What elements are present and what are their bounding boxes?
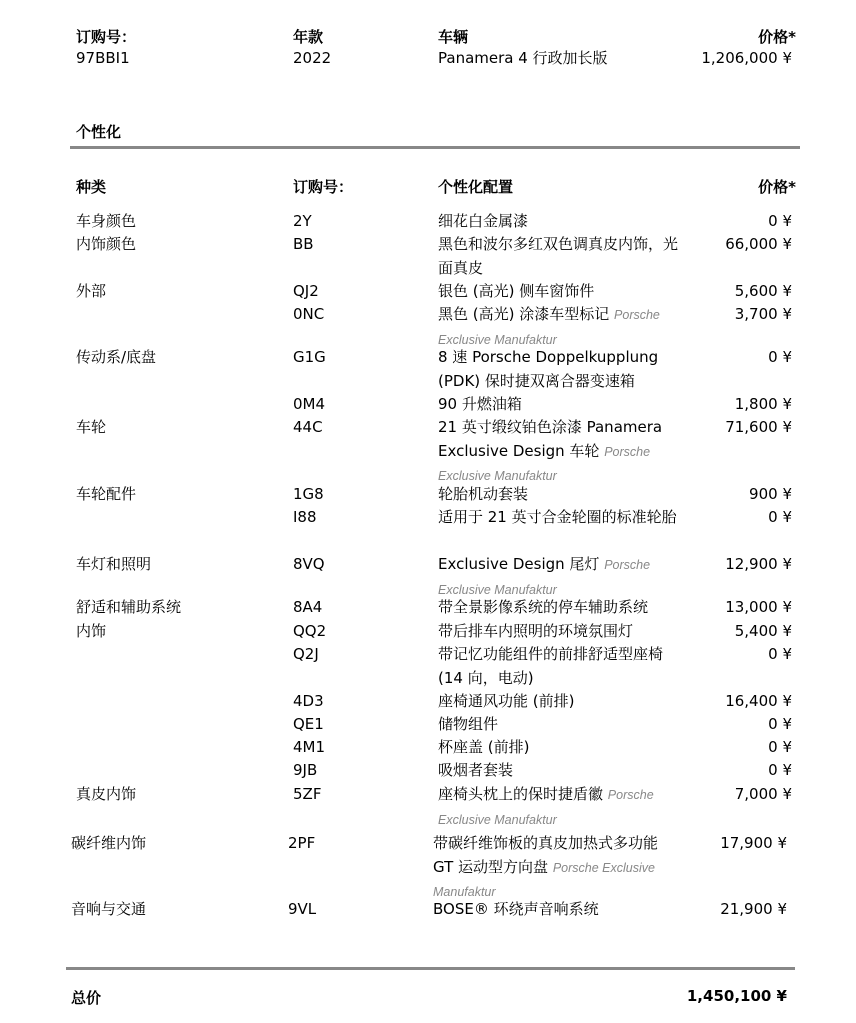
row-config-text: 带后排车内照明的环境氛围灯 xyxy=(438,622,634,640)
row-price: 7,000 ¥ xyxy=(734,785,792,803)
row-price: 66,000 ¥ xyxy=(725,235,792,253)
row-config-text: 黑色和波尔多红双色调真皮内饰，光面真皮 xyxy=(438,235,679,277)
row-price: 5,400 ¥ xyxy=(734,622,792,640)
row-category: 碳纤维内饰 xyxy=(71,834,147,852)
row-category: 舒适和辅助系统 xyxy=(76,598,182,616)
row-price: 0 ¥ xyxy=(768,348,792,366)
row-category: 音响与交通 xyxy=(71,900,147,918)
row-config xyxy=(438,736,688,760)
order-number-label: 订购号： xyxy=(76,28,137,46)
row-config xyxy=(438,713,688,737)
porsche-exclusive-note: Porsche Exclusive Manufaktur xyxy=(438,444,651,483)
row-config xyxy=(438,346,688,393)
row-config xyxy=(438,303,700,352)
row-price: 13,000 ¥ xyxy=(725,598,792,616)
total-label: 总价 xyxy=(71,989,102,1007)
col-header-category: 种类 xyxy=(76,178,107,196)
row-price: 16,400 ¥ xyxy=(725,692,792,710)
row-code: Q2J xyxy=(293,645,319,663)
porsche-exclusive-note: Porsche Exclusive Manufaktur xyxy=(438,308,660,347)
row-config-text: 带全景影像系统的停车辅助系统 xyxy=(438,598,649,616)
row-code: 1G8 xyxy=(293,485,324,503)
row-category: 传动系/底盘 xyxy=(76,348,157,366)
total-divider xyxy=(66,967,795,970)
porsche-exclusive-note: Porsche Exclusive Manufaktur xyxy=(438,558,651,597)
row-price: 5,600 ¥ xyxy=(734,282,792,300)
row-code: 0NC xyxy=(293,305,325,323)
row-code: 9JB xyxy=(293,761,318,779)
row-price: 21,900 ¥ xyxy=(720,900,787,918)
row-config-text: BOSE® 环绕声音响系统 xyxy=(433,900,599,918)
vehicle-label: 车辆 xyxy=(438,28,469,46)
row-code: 44C xyxy=(293,418,323,436)
row-price: 900 ¥ xyxy=(749,485,792,503)
row-code: 4M1 xyxy=(293,738,326,756)
row-category: 车身颜色 xyxy=(76,212,137,230)
row-category: 内饰 xyxy=(76,622,107,640)
row-config xyxy=(438,596,698,620)
section-divider xyxy=(70,146,800,149)
row-code: BB xyxy=(293,235,314,253)
col-header-code: 订购号： xyxy=(293,178,354,196)
row-config xyxy=(438,483,688,507)
row-price: 17,900 ¥ xyxy=(720,834,787,852)
porsche-exclusive-note: Porsche Exclusive Manufaktur xyxy=(438,788,654,827)
row-config xyxy=(438,416,688,489)
row-code: 2PF xyxy=(288,834,316,852)
total-price: 1,450,100 ¥ xyxy=(686,987,787,1005)
row-config-text: 吸烟者套装 xyxy=(438,761,514,779)
row-config xyxy=(438,643,688,690)
row-price: 0 ¥ xyxy=(768,508,792,526)
row-code: QQ2 xyxy=(293,622,327,640)
row-price: 12,900 ¥ xyxy=(725,555,792,573)
row-code: QJ2 xyxy=(293,282,319,300)
row-config-text: 细花白金属漆 xyxy=(438,212,529,230)
row-config-text: 座椅头枕上的保时捷盾徽 xyxy=(438,785,604,803)
price-label: 价格* xyxy=(758,28,796,46)
row-config-text: 杯座盖 (前排) xyxy=(438,738,530,756)
row-price: 1,800 ¥ xyxy=(734,395,792,413)
row-config xyxy=(438,393,688,417)
model-year: 2022 xyxy=(293,49,332,67)
row-category: 车轮 xyxy=(76,418,107,436)
row-config xyxy=(438,233,678,280)
section-title: 个性化 xyxy=(76,123,122,141)
row-code: QE1 xyxy=(293,715,324,733)
row-price: 0 ¥ xyxy=(768,645,792,663)
row-config xyxy=(438,210,686,234)
row-code: G1G xyxy=(293,348,326,366)
row-price: 3,700 ¥ xyxy=(734,305,792,323)
row-config xyxy=(438,690,688,714)
row-config xyxy=(438,783,700,832)
row-config-text: 90 升燃油箱 xyxy=(438,395,522,413)
row-price: 0 ¥ xyxy=(768,715,792,733)
row-config-text: 适用于 21 英寸合金轮圈的标准轮胎 xyxy=(438,508,677,526)
row-config xyxy=(438,759,688,783)
row-config-text: 黑色 (高光) 涂漆车型标记 xyxy=(438,305,610,323)
row-price: 71,600 ¥ xyxy=(725,418,792,436)
row-config-text: 带碳纤维饰板的真皮加热式多功能 GT 运动型方向盘 xyxy=(433,834,659,876)
base-price: 1,206,000 ¥ xyxy=(701,49,792,67)
vehicle-name: Panamera 4 行政加长版 xyxy=(438,49,608,67)
col-header-price: 价格* xyxy=(758,178,796,196)
row-category: 车轮配件 xyxy=(76,485,137,503)
row-code: 8VQ xyxy=(293,555,325,573)
row-code: 0M4 xyxy=(293,395,326,413)
row-config-text: 8 速 Porsche Doppelkupplung (PDK) 保时捷双离合器变速箱 xyxy=(438,348,659,390)
row-config xyxy=(438,620,698,644)
row-config xyxy=(438,280,698,304)
row-price: 0 ¥ xyxy=(768,738,792,756)
row-code: 2Y xyxy=(293,212,312,230)
row-config-text: Exclusive Design 尾灯 xyxy=(438,555,600,573)
row-config xyxy=(438,553,688,602)
row-config xyxy=(433,832,683,905)
row-config xyxy=(438,506,688,530)
year-label: 年款 xyxy=(293,28,324,46)
col-header-config: 个性化配置 xyxy=(438,178,514,196)
row-code: 4D3 xyxy=(293,692,324,710)
row-category: 真皮内饰 xyxy=(76,785,137,803)
porsche-exclusive-note: Porsche Exclusive Manufaktur xyxy=(433,860,655,899)
row-category: 内饰颜色 xyxy=(76,235,137,253)
row-config-text: 银色 (高光) 侧车窗饰件 xyxy=(438,282,595,300)
row-config-text: 储物组件 xyxy=(438,715,499,733)
row-price: 0 ¥ xyxy=(768,761,792,779)
row-code: 5ZF xyxy=(293,785,322,803)
order-number: 97BBI1 xyxy=(76,49,130,67)
row-config-text: 带记忆功能组件的前排舒适型座椅 (14 向，电动) xyxy=(438,645,664,687)
row-config-text: 座椅通风功能 (前排) xyxy=(438,692,575,710)
row-config xyxy=(433,898,683,922)
row-code: 8A4 xyxy=(293,598,323,616)
row-price: 0 ¥ xyxy=(768,212,792,230)
row-category: 外部 xyxy=(76,282,107,300)
row-code: I88 xyxy=(293,508,317,526)
row-config-text: 轮胎机动套装 xyxy=(438,485,529,503)
row-category: 车灯和照明 xyxy=(76,555,152,573)
row-config-text: 21 英寸缎纹铂色涂漆 Panamera Exclusive Design 车轮 xyxy=(438,418,663,460)
row-code: 9VL xyxy=(288,900,317,918)
